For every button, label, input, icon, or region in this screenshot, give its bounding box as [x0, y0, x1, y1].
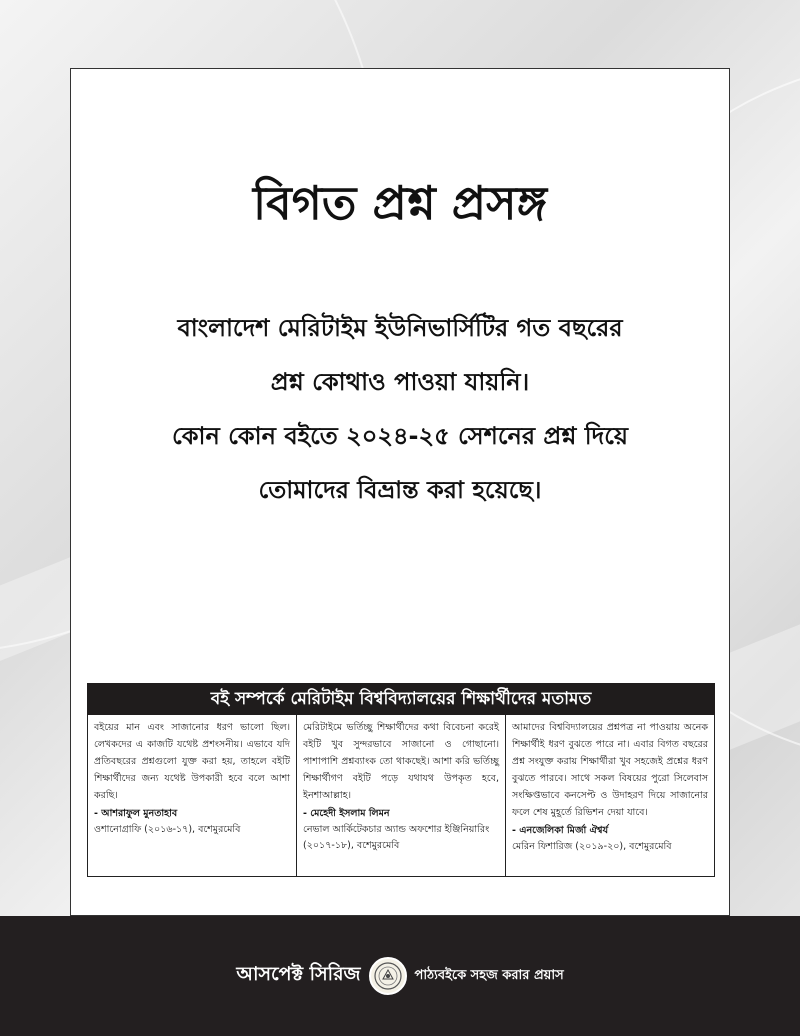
statement-line: বাংলাদেশ মেরিটাইম ইউনিভার্সিটির গত বছরের — [177, 314, 623, 342]
statement-line: কোন কোন বইতে ২০২৪-২৫ সেশনের প্রশ্ন দিয়ে — [171, 422, 629, 450]
review-card — [88, 715, 297, 876]
footer-bar — [0, 916, 800, 1036]
reviewer-name: - এনজেলিকা মির্জা ঐশ্বর্য — [512, 825, 609, 836]
notice-panel — [70, 68, 730, 916]
reviewer-department: নেভাল আর্কিটেকচার অ্যান্ড অফশোর ইঞ্জিনিয়ারিং (২০১৭-১৮), বশেমুরমেবি — [303, 824, 490, 851]
review-card — [297, 715, 506, 876]
review-text: আমাদের বিশ্ববিদ্যালয়ের প্রশ্নপত্র না পাওয়ায় অনেক শিক্ষার্থীই ধরণ বুঝতে পারে না। এবার বিগত বছরের প্রশ্ন সংযুক্ত করায় শিক্ষার্থীরা খুব সহজেই প্রশ্নের ধরণ বুঝতে পারবে। সাথে সকল বিষয়ের পুরো সিলেবাস সংক্ষিপ্তভাবে কনসেপ্ট ও উদাহরণ দিয়ে সাজানোর ফলে শেষ মুহূর্তে রিভিশন দেয়া যাবে। — [512, 722, 708, 818]
reviews-header: বই সম্পর্কে মেরিটাইম বিশ্ববিদ্যালয়ের শিক্ষার্থীদের মতামত — [87, 683, 715, 715]
statement-line: তোমাদের বিভ্রান্ত করা হয়েছে। — [258, 476, 542, 504]
review-text: বইয়ের মান এবং সাজানোর ধরণ ভালো ছিল। লেখকদের এ কাজটি যথেষ্ট প্রশংসনীয়। এভাবে যদি প্রতিবছরের প্রশ্নগুলো যুক্ত করা হয়, তাহলে বইটি শিক্ষার্থীদের জন্য যথেষ্ট উপকারী হবে বলে আশা করছি। — [94, 722, 290, 801]
reviewer-name: - মেহেদী ইসলাম লিমন — [303, 808, 390, 819]
statement-line: প্রশ্ন কোথাও পাওয়া যায়নি। — [270, 368, 530, 396]
page-title: বিগত প্রশ্ন প্রসঙ্গ — [253, 176, 547, 230]
reviewer-department: ওশানোগ্রাফি (২০১৬-১৭), বশেমুরমেবি — [94, 824, 241, 835]
reviewer-name: - আশরাফুল মুনতাহাব — [94, 808, 178, 819]
reviews-body — [87, 715, 715, 877]
notice-statement — [91, 301, 709, 517]
series-name: আসপেক্ট সিরিজ — [236, 963, 361, 985]
student-reviews — [87, 683, 715, 877]
reviewer-department: মেরিন ফিশারিজ (২০১৯-২০), বশেমুরমেবি — [512, 841, 672, 852]
review-text: মেরিটাইমে ভর্তিচ্ছু শিক্ষার্থীদের কথা বিবেচনা করেই বইটি খুব সুন্দরভাবে সাজানো ও গোছানো। পাশাপাশি প্রশ্নব্যাংক তো থাকছেই। আশা করি ভর্তিচ্ছু শিক্ষার্থীগণ বইটি পড়ে যথাযথ উপকৃত হবে, ইনশাআল্লাহ। — [303, 722, 499, 801]
series-tagline: পাঠ্যবইকে সহজ করার প্রয়াস — [414, 967, 564, 983]
review-card — [506, 715, 714, 876]
aspect-series-seal-icon — [369, 957, 407, 995]
